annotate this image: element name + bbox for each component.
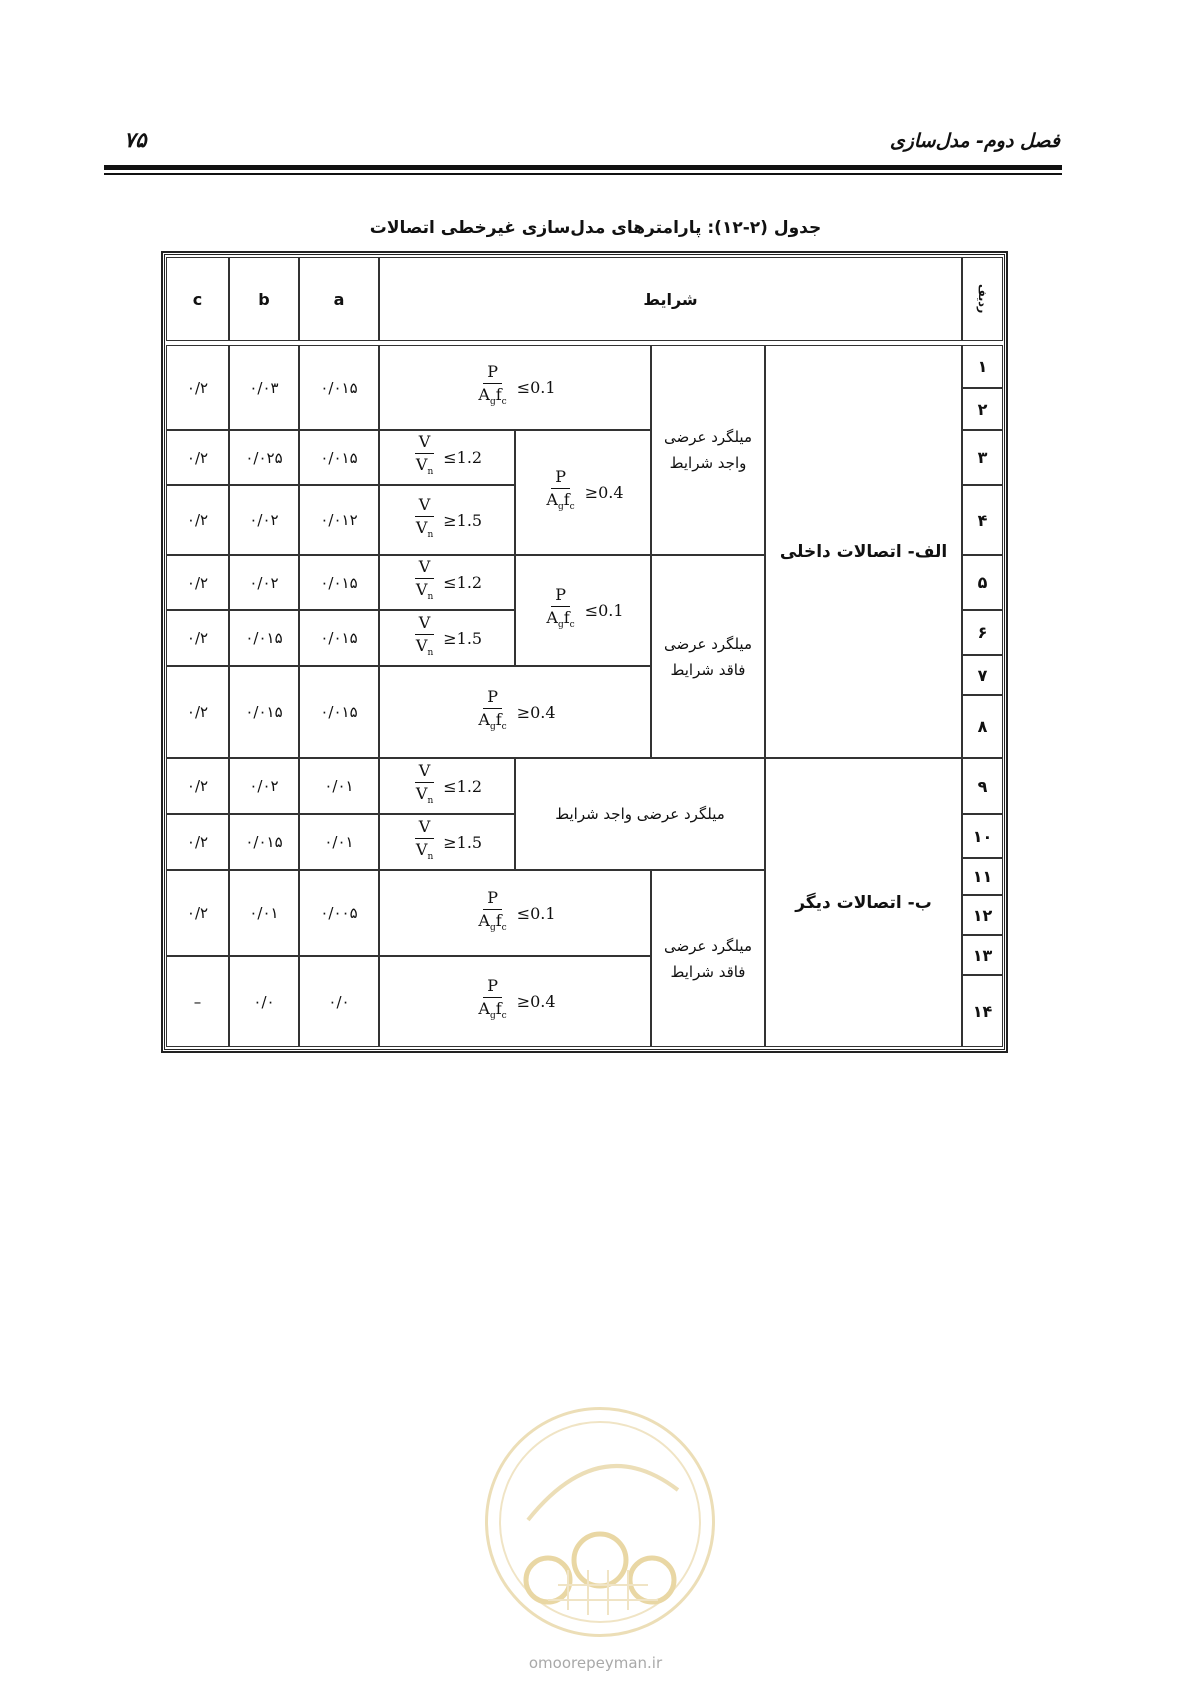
formula-p_le_01 <box>474 363 555 411</box>
condition-shear <box>379 758 515 814</box>
header-conditions <box>379 257 962 341</box>
formula-numerator: P <box>483 889 502 910</box>
value-a-text: ۰/۰۱۵ <box>320 573 358 592</box>
rebar-condition <box>651 555 765 758</box>
condition-axial <box>515 430 651 555</box>
formula-denominator: $A_gf_c$ <box>478 709 507 733</box>
value-c <box>166 814 229 870</box>
header-row-number <box>962 257 1003 341</box>
row-number <box>962 485 1003 555</box>
value-c-text: ۰/۲ <box>186 904 209 922</box>
value-a-text: ۰/۰۰۵ <box>320 904 358 922</box>
row-number <box>962 655 1003 695</box>
group-internal-text: الف- اتصالات داخلی <box>779 541 948 562</box>
value-b-text: ۰/۰۱۵ <box>245 703 283 721</box>
value-a-text: ۰/۰ <box>328 992 350 1011</box>
value-c <box>166 870 229 956</box>
value-c <box>166 555 229 610</box>
condition-axial <box>515 555 651 666</box>
rebar-conforming-line: میلگرد عرضی <box>663 428 752 446</box>
rebar-nonconforming-line: فاقد شرایط <box>670 660 746 679</box>
value-c <box>166 610 229 666</box>
formula-denominator: $V_n$ <box>415 783 434 807</box>
formula-numerator: V <box>415 433 435 454</box>
condition-axial <box>379 666 651 758</box>
condition-axial <box>379 345 651 430</box>
value-b <box>229 666 299 758</box>
formula-numerator: V <box>415 614 435 635</box>
value-b-text: ۰/۰۱۵ <box>245 833 283 851</box>
header-rule-thick <box>104 165 1062 170</box>
group-other <box>765 758 962 1047</box>
formula-relation: ≤0.1 <box>516 903 556 923</box>
condition-axial <box>379 956 651 1047</box>
header-a <box>299 257 379 341</box>
formula-numerator: V <box>415 496 435 517</box>
formula-v_le_12 <box>412 762 482 810</box>
value-c-text: – <box>193 992 202 1011</box>
value-b-text: ۰/۰۱۵ <box>245 629 283 647</box>
row-number <box>962 695 1003 758</box>
watermark-site: omoorepeyman.ir <box>528 1654 663 1672</box>
value-a <box>299 814 379 870</box>
value-a-text: ۰/۰۱۲ <box>320 511 358 529</box>
condition-shear <box>379 555 515 610</box>
value-b <box>229 485 299 555</box>
chapter-title: فصل دوم- مدل‌سازی <box>889 130 1060 152</box>
value-a <box>299 485 379 555</box>
row-number-text: ۹ <box>977 776 988 796</box>
value-c <box>166 345 229 430</box>
row-number <box>962 430 1003 485</box>
condition-shear <box>379 814 515 870</box>
header-conditions-text: شرایط <box>643 289 698 309</box>
value-a-text: ۰/۰۱ <box>324 777 354 795</box>
row-number <box>962 388 1003 430</box>
value-b <box>229 814 299 870</box>
formula-numerator: V <box>415 762 435 783</box>
value-b-text: ۰/۰ <box>253 992 275 1011</box>
value-b-text: ۰/۰۱ <box>249 904 279 922</box>
value-a-text: ۰/۰۱ <box>324 833 354 851</box>
value-a-text: ۰/۰۱۵ <box>320 629 358 647</box>
value-c <box>166 956 229 1047</box>
value-a <box>299 870 379 956</box>
value-c-text: ۰/۲ <box>186 511 209 529</box>
value-c-text: ۰/۲ <box>186 833 209 851</box>
page-header <box>106 126 1060 156</box>
row-number-text: ۳ <box>977 448 988 467</box>
formula-relation: ≥1.5 <box>443 832 483 852</box>
formula-v_ge_15 <box>412 614 482 662</box>
formula-numerator: P <box>483 688 502 709</box>
formula-denominator: $V_n$ <box>415 580 434 603</box>
formula-denominator: $A_gf_c$ <box>546 608 575 631</box>
formula-denominator: $A_gf_c$ <box>546 490 575 513</box>
formula-p_le_01 <box>474 889 555 937</box>
group-other-text: ب- اتصالات دیگر <box>795 892 932 913</box>
formula-relation: ≥0.4 <box>516 702 556 722</box>
row-number-text: ۱۱ <box>972 867 993 886</box>
formula-relation: ≤0.1 <box>584 601 624 620</box>
value-a-text: ۰/۰۱۵ <box>320 703 358 721</box>
row-number-text: ۸ <box>977 717 988 736</box>
value-a <box>299 956 379 1047</box>
row-number-text: ۱۲ <box>972 905 993 925</box>
value-c-text: ۰/۲ <box>186 703 209 721</box>
formula-v_ge_15 <box>412 496 482 544</box>
row-number-text: ۲ <box>977 399 988 419</box>
row-number-text: ۶ <box>977 623 988 642</box>
formula-v_le_12 <box>412 433 482 481</box>
value-b-text: ۰/۰۳ <box>249 378 279 397</box>
formula-numerator: V <box>415 818 435 839</box>
value-a <box>299 758 379 814</box>
value-c <box>166 430 229 485</box>
formula-relation: ≤1.2 <box>443 448 483 467</box>
value-b <box>229 430 299 485</box>
row-number <box>962 758 1003 814</box>
rebar-conforming <box>664 424 752 476</box>
value-b <box>229 345 299 430</box>
value-a <box>299 666 379 758</box>
rebar-nonconforming-line: میلگرد عرضی <box>663 936 752 955</box>
value-b <box>229 555 299 610</box>
value-b-text: ۰/۰۲ <box>249 573 279 592</box>
rebar-nonconforming-line: میلگرد عرضی <box>663 634 752 653</box>
header-b <box>229 257 299 341</box>
value-b-text: ۰/۰۲۵ <box>245 448 283 467</box>
value-c <box>166 485 229 555</box>
value-b <box>229 758 299 814</box>
formula-p_le_01 <box>542 586 623 634</box>
value-c-text: ۰/۲ <box>186 777 209 795</box>
formula-denominator: $A_gf_c$ <box>478 999 507 1022</box>
condition-axial <box>379 870 651 956</box>
formula-p_ge_04 <box>474 977 555 1025</box>
row-number <box>962 975 1003 1047</box>
row-number <box>962 610 1003 655</box>
formula-relation: ≤0.1 <box>516 378 556 397</box>
row-number-text: ۵ <box>977 573 988 592</box>
gear-emblem-icon <box>488 1410 712 1634</box>
formula-v_le_12 <box>412 558 482 606</box>
row-number <box>962 858 1003 895</box>
formula-v_ge_15 <box>412 818 482 866</box>
value-a-text: ۰/۰۱۵ <box>320 378 358 397</box>
header-b-text: b <box>258 289 270 309</box>
condition-shear <box>379 610 515 666</box>
rebar-condition <box>515 758 765 870</box>
formula-denominator: $V_n$ <box>415 517 434 541</box>
formula-relation: ≤1.2 <box>443 776 483 796</box>
value-c-text: ۰/۲ <box>186 448 209 467</box>
header-c <box>166 257 229 341</box>
row-number-text: ۴ <box>977 510 988 530</box>
formula-relation: ≥1.5 <box>443 628 483 648</box>
header-a-text: a <box>333 289 345 309</box>
value-a <box>299 345 379 430</box>
row-number-text: ۱۰ <box>972 826 993 846</box>
formula-numerator: V <box>415 558 435 579</box>
value-c <box>166 758 229 814</box>
rebar-nonconforming <box>664 933 752 985</box>
header-c-text: c <box>192 289 203 309</box>
formula-p_ge_04 <box>474 688 555 736</box>
value-c-text: ۰/۲ <box>186 629 209 647</box>
rebar-condition-text: میلگرد عرضی واجد شرایط <box>555 805 725 823</box>
formula-relation: ≤1.2 <box>443 573 483 592</box>
value-a <box>299 610 379 666</box>
formula-denominator: $V_n$ <box>415 635 434 659</box>
value-b <box>229 610 299 666</box>
row-number <box>962 935 1003 975</box>
formula-numerator: P <box>551 586 570 607</box>
formula-denominator: $V_n$ <box>415 455 434 478</box>
row-number <box>962 345 1003 388</box>
condition-shear <box>379 430 515 485</box>
formula-relation: ≥0.4 <box>584 483 624 502</box>
formula-denominator: $V_n$ <box>415 839 434 863</box>
formula-p_ge_04 <box>542 468 623 516</box>
header-row-number-text: ردیف <box>976 284 989 314</box>
row-number-text: ۱۳ <box>972 945 993 965</box>
rebar-condition <box>651 345 765 555</box>
formula-relation: ≥0.4 <box>516 992 556 1011</box>
value-b-text: ۰/۰۲ <box>249 511 279 529</box>
condition-shear <box>379 485 515 555</box>
row-number <box>962 814 1003 858</box>
row-number <box>962 555 1003 610</box>
rebar-conforming-line: واجد شرایط <box>669 454 747 472</box>
formula-numerator: P <box>483 363 502 384</box>
value-b <box>229 870 299 956</box>
formula-denominator: $A_gf_c$ <box>478 910 507 934</box>
row-number-text: ۱ <box>977 357 988 376</box>
value-c <box>166 666 229 758</box>
value-a <box>299 430 379 485</box>
value-c-text: ۰/۲ <box>186 378 209 397</box>
value-a-text: ۰/۰۱۵ <box>320 448 358 467</box>
rebar-nonconforming <box>664 631 752 683</box>
value-a <box>299 555 379 610</box>
formula-relation: ≥1.5 <box>443 510 483 530</box>
value-b <box>229 956 299 1047</box>
row-number-text: ۷ <box>977 665 988 685</box>
group-internal <box>765 345 962 758</box>
row-number <box>962 895 1003 935</box>
table-caption: جدول (۲-۱۲): پارامترهای مدل‌سازی غیرخطی اتصالات <box>369 218 822 238</box>
header-rule-thin <box>104 173 1062 175</box>
rebar-nonconforming-line: فاقد شرایط <box>670 962 746 981</box>
formula-denominator: $A_gf_c$ <box>478 385 507 408</box>
rebar-condition <box>651 870 765 1047</box>
page-number: ۷۵ <box>124 128 147 152</box>
watermark-logo <box>485 1407 715 1637</box>
value-c-text: ۰/۲ <box>186 573 209 592</box>
row-number-text: ۱۴ <box>972 1001 993 1021</box>
formula-numerator: P <box>483 977 502 998</box>
value-b-text: ۰/۰۲ <box>249 777 279 795</box>
formula-numerator: P <box>551 468 570 489</box>
